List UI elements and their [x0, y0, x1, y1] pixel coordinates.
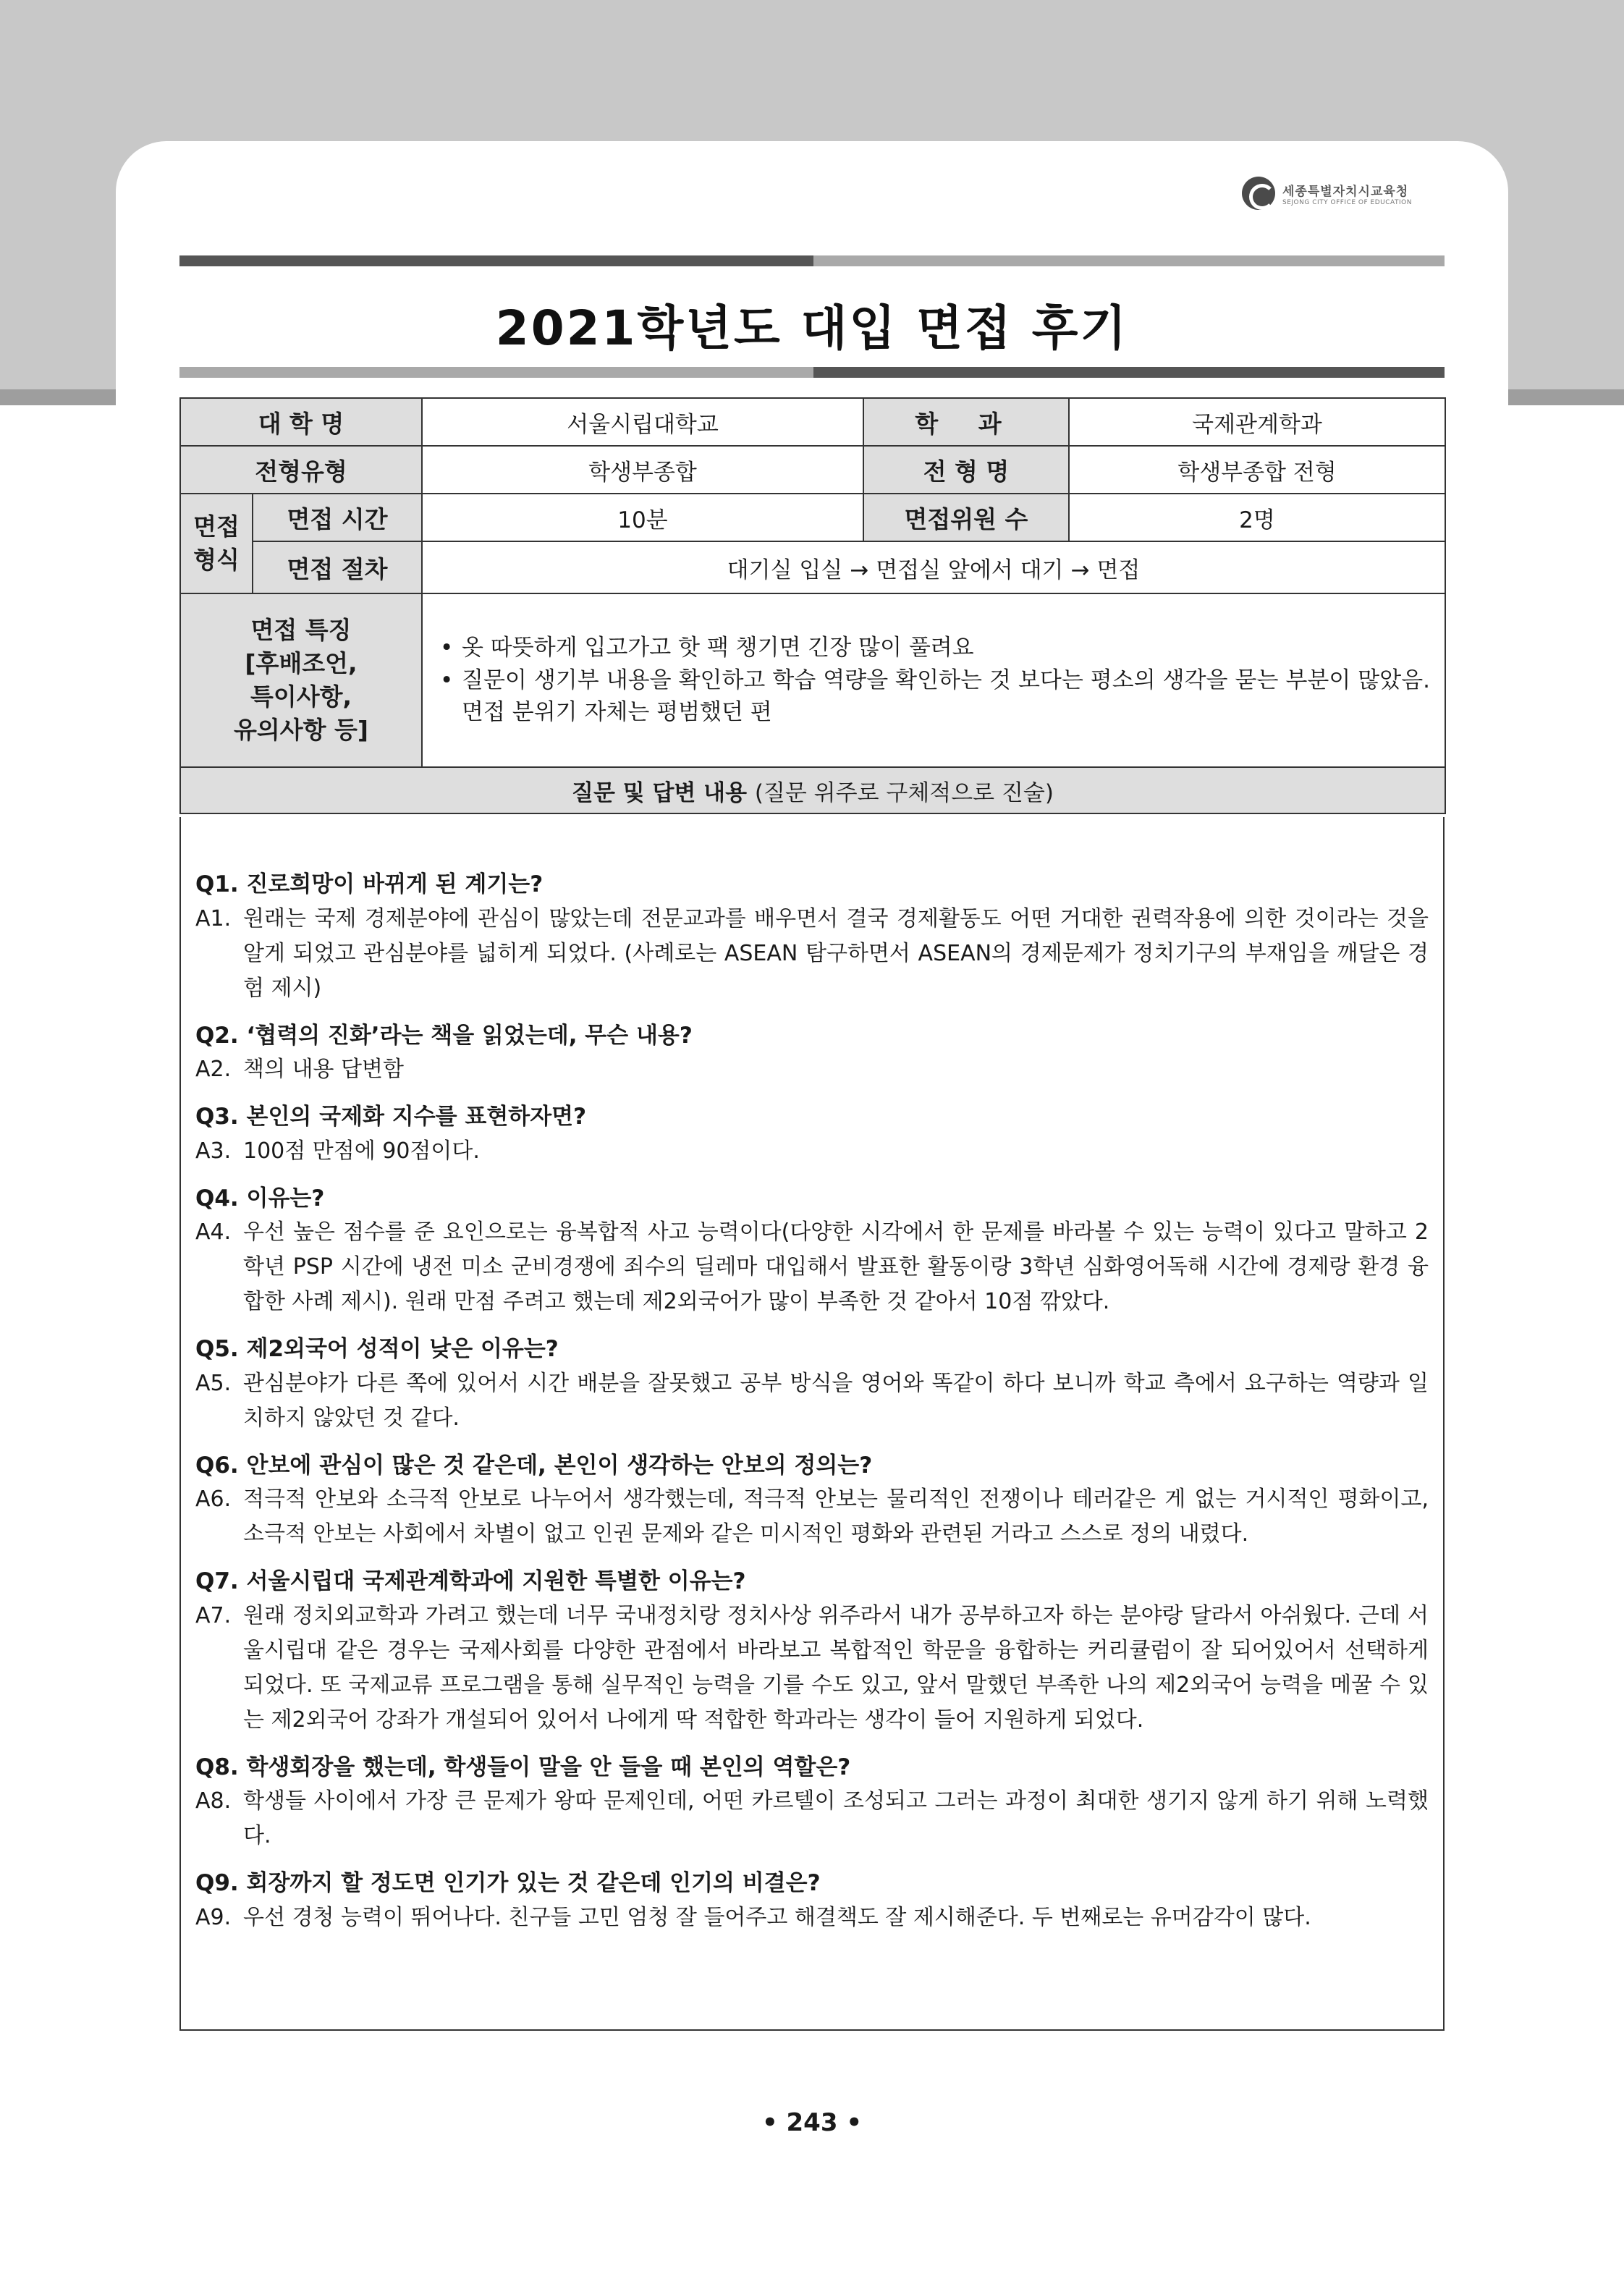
- question: Q6. 안보에 관심이 많은 것 같은데, 본인이 생각하는 안보의 정의는?: [195, 1452, 873, 1479]
- university-value: 서울시립대학교: [422, 398, 863, 446]
- interview-features-value: [422, 593, 1445, 767]
- qa-content: [179, 817, 1445, 2031]
- interview-procedure-value: [422, 541, 1445, 593]
- qa-item: [195, 868, 1429, 1006]
- question: Q3. 본인의 국제화 지수를 표현하자면?: [195, 1104, 587, 1130]
- answer: A7. 원래 정치외교학과 가려고 했는데 너무 국내정치랑 정치사상 위주라서 내가 공부하고자 하는 분야랑 달라서 아쉬웠다. 근데 서울시립대 같은 경우는 국제사회를 다양한 관점에서 바라보고 복합적인 학문을 융합하는 커리큘럼이 잘 되어있어서 선택하게 되었다. 또 국제교류 프로그램을 통해 실무적인 능력을 기를 수도 있고, 앞서 말했던 부족한 나의 제2외국어 능력을 메꿀 수 있는 제2외국어 강좌가 개설되어 있어서 나에게 딱 적합한 학과라는 생각이 들어 지원하게 되었다.: [195, 1602, 1429, 1733]
- title-rule-bottom: [179, 367, 1445, 378]
- panel-count-value: 2명: [1069, 494, 1445, 541]
- answer: A2. 책의 내용 답변함: [195, 1057, 404, 1082]
- qa-item: [195, 1182, 1429, 1320]
- page-band-right: [1508, 389, 1624, 405]
- qa-section-header: 질문 및 답변 내용 (질문 위주로 구체적으로 진술): [180, 767, 1445, 813]
- procedure-step: 면접: [1096, 557, 1141, 583]
- procedure-step: 대기실 입실: [727, 557, 843, 583]
- interview-time-label: 면접 시간: [253, 494, 422, 541]
- list-item: • 옷 따뜻하게 입고가고 핫 팩 챙기면 긴장 많이 풀려요: [437, 632, 1430, 664]
- question: Q7. 서울시립대 국제관계학과에 지원한 특별한 이유는?: [195, 1568, 746, 1594]
- arrow-right-icon: →: [850, 557, 869, 583]
- page-number: • 243 •: [761, 2108, 863, 2137]
- page-title: 2021학년도 대입 면접 후기: [495, 300, 1129, 356]
- university-label: 대 학 명: [180, 398, 422, 446]
- qa-item: [195, 1019, 1429, 1088]
- interview-time-value: 10분: [422, 494, 863, 541]
- admission-type-label: 전형유형: [180, 446, 422, 494]
- interview-format-label: 면접 형식: [180, 494, 253, 593]
- interview-features-label: 면접 특징 [후배조언, 특이사항, 유의사항 등]: [180, 593, 422, 767]
- qa-item: [195, 1449, 1429, 1552]
- qa-item: [195, 1332, 1429, 1436]
- logo-text: 세종특별자치시교육청: [1282, 184, 1409, 199]
- admission-name-value: 학생부종합 전형: [1069, 446, 1445, 494]
- qa-item: [195, 1751, 1429, 1854]
- info-table: [179, 397, 1446, 814]
- answer: A4. 우선 높은 점수를 준 요인으로는 융복합적 사고 능력이다(다양한 시각에서 한 문제를 바라볼 수 있는 능력이 있다고 말하고 2학년 PSP 시간에 냉전 미소 군비경쟁에 죄수의 딜레마 대입해서 발표한 활동이랑 3학년 심화영어독해 시간에 경제랑 환경 융합한 사례 제시). 원래 만점 주려고 했는데 제2외국어가 많이 부족한 것 같아서 10점 깎았다.: [195, 1219, 1429, 1314]
- qa-item: [195, 1866, 1429, 1935]
- office-logo: [1242, 177, 1412, 210]
- panel-count-label: 면접위원 수: [863, 494, 1069, 541]
- question: Q1. 진로희망이 바뀌게 된 계기는?: [195, 871, 544, 897]
- answer: A3. 100점 만점에 90점이다.: [195, 1138, 480, 1164]
- department-value: 국제관계학과: [1069, 398, 1445, 446]
- department-label: 학 과: [863, 398, 1069, 446]
- admission-type-value: 학생부종합: [422, 446, 863, 494]
- admission-name-label: 전 형 명: [863, 446, 1069, 494]
- answer: A1. 원래는 국제 경제분야에 관심이 많았는데 전문교과를 배우면서 결국 경제활동도 어떤 거대한 권력작용에 의한 것이라는 것을 알게 되었고 관심분야를 넓히게 되었다. (사례로는 ASEAN 탐구하면서 ASEAN의 경제문제가 정치기구의 부재임을 깨달은 경험 제시): [195, 905, 1429, 1001]
- page-band-left: [0, 389, 116, 405]
- question: Q8. 학생회장을 했는데, 학생들이 말을 안 들을 때 본인의 역할은?: [195, 1754, 851, 1780]
- features-list: [437, 632, 1430, 730]
- question: Q5. 제2외국어 성적이 낮은 이유는?: [195, 1336, 559, 1362]
- qa-item: [195, 1100, 1429, 1169]
- answer: A6. 적극적 안보와 소극적 안보로 나누어서 생각했는데, 적극적 안보는 물리적인 전쟁이나 테러같은 게 없는 거시적인 평화이고, 소극적 안보는 사회에서 차별이 없고 인권 문제와 같은 미시적인 평화와 관련된 거라고 스스로 정의 내렸다.: [195, 1487, 1429, 1547]
- answer: A9. 우선 경청 능력이 뛰어나다. 친구들 고민 엄청 잘 들어주고 해결책도 잘 제시해준다. 두 번째로는 유머감각이 많다.: [195, 1904, 1311, 1930]
- title-rule-top: [179, 255, 1445, 266]
- question: Q4. 이유는?: [195, 1185, 325, 1212]
- procedure-step: 면접실 앞에서 대기: [876, 557, 1064, 583]
- question: Q9. 회장까지 할 정도면 인기가 있는 것 같은데 인기의 비결은?: [195, 1870, 821, 1896]
- answer: A8. 학생들 사이에서 가장 큰 문제가 왕따 문제인데, 어떤 카르텔이 조성되고 그러는 과정이 최대한 생기지 않게 하기 위해 노력했다.: [195, 1788, 1429, 1848]
- list-item: • 질문이 생기부 내용을 확인하고 학습 역량을 확인하는 것 보다는 평소의 생각을 묻는 부분이 많았음. 면접 분위기 자체는 평범했던 편: [437, 664, 1430, 730]
- answer: A5. 관심분야가 다른 쪽에 있어서 시간 배분을 잘못했고 공부 방식을 영어와 똑같이 하다 보니까 학교 측에서 요구하는 역량과 일치하지 않았던 것 같다.: [195, 1370, 1429, 1431]
- logo-subtext: SEJONG CITY OFFICE OF EDUCATION: [1282, 198, 1412, 206]
- qa-item: [195, 1565, 1429, 1738]
- emblem-icon: [1242, 177, 1275, 210]
- interview-procedure-label: 면접 절차: [253, 541, 422, 593]
- arrow-right-icon: →: [1070, 557, 1090, 583]
- question: Q2. ‘협력의 진화’라는 책을 읽었는데, 무슨 내용?: [195, 1022, 693, 1049]
